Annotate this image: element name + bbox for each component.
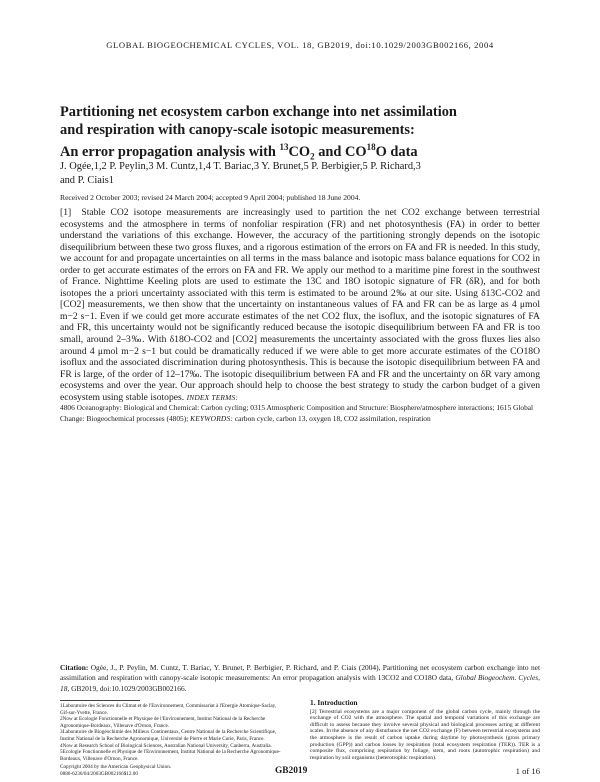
footnote-rule [60, 700, 140, 701]
introduction-heading: 1. Introduction [310, 698, 358, 707]
introduction-column [310, 700, 540, 761]
received-dates: Received 2 October 2003; revised 24 March 2004; accepted 9 April 2004; published 18 June 2004. [60, 193, 361, 202]
citation-label: Citation: [60, 663, 89, 672]
title-line-1: Partitioning net ecosystem carbon exchange into net assimilation [60, 104, 457, 120]
citation-journal: Global Biogeochem. Cycles, 18, [60, 673, 540, 693]
copyright: Copyright 2004 by the American Geophysical Union. 0886-6236/04/2003GB002166$12.00 [60, 764, 172, 777]
footnote: 4Now at Research School of Biological Sciences, Australian National University, Canberra, Australia. [60, 742, 272, 749]
citation-tail: GB2019, doi:10.1029/2003GB002166. [71, 683, 187, 693]
abstract [60, 207, 540, 425]
paragraph-number: [1] [60, 207, 72, 218]
footnote: 1Laboratoire des Sciences du Climat et de l'Environnement, Commissariat à l'Energie Atomique-Saclay, Gif-sur-Yvette, France. [60, 703, 277, 716]
keywords-label: KEYWORDS: [190, 414, 233, 424]
index-terms: 4806 Oceanography: Biological and Chemical: Carbon cycling; 0315 Atmospheric Composition and Structure: Biosphere/atmosphere interactions; 1615 Global Change: Biogeochemical processes (4805); KEYWORDS: carbon cycle, carbon 13, oxygen 18, CO2 assimilation, respiration [60, 403, 534, 424]
page-footer [0, 766, 600, 780]
keywords: carbon cycle, carbon 13, oxygen 18, CO2 assimilation, respiration [234, 414, 431, 424]
footer-page-number: 1 of 16 [515, 766, 540, 776]
article-title [60, 104, 540, 166]
citation [60, 663, 540, 694]
index-terms-label: INDEX TERMS: [186, 392, 239, 402]
footer-article-id: GB2019 [275, 766, 308, 776]
citation-text: Ogée, J., P. Peylin, M. Cuntz, T. Bariac, Y. Brunet, P. Berbigier, P. Richard, and P. Ciais (2004), Partitioning net ecosystem carbon exchange into net assimilation and respiration with canopy-scale isotopic measurements: An error propagation analysis with 13CO2 and CO18O data, [60, 663, 540, 683]
title-line-3: An error propagation analysis with $^{13}CO_2$ and CO$^{18}$O data [60, 142, 418, 162]
title-line-2: and respiration with canopy-scale isotopic measurements: [60, 121, 415, 138]
running-header: GLOBAL BIOGEOCHEMICAL CYCLES, VOL. 18, GB2019, doi:10.1029/2003GB002166, 2004 [106, 40, 494, 50]
footnote: 5Ecologie Fonctionnelle et Physique de l'Environnement, Institut National de la Recherche Agronomique-Bordeaux, Villenave d'Ornon, France. [60, 749, 281, 762]
authors-line-1: J. Ogée,1,2 P. Peylin,3 M. Cuntz,1,4 T. Bariac,3 Y. Brunet,5 P. Berbigier,5 P. Richard,3 [60, 161, 421, 172]
abstract-paragraph [60, 207, 540, 403]
footnote: 3Laboratoire de Biogéochimie des Milieux Continentaux, Centre National de la Recherche Scientifique, Institut National de la Recherche Agronomique, Université de Pierre et Marie Curie, Paris, France. [60, 729, 277, 742]
footnote: 2Now at Ecologie Fonctionnelle et Physique de l'Environnement, Institut National de la Recherche Agronomique-Bordeaux, Villenave d'Ornon, France. [60, 716, 266, 729]
author-list [60, 160, 510, 188]
abstract-text: Stable CO2 isotope measurements are increasingly used to partition the net CO2 exchange between terrestrial ecosystems and the atmosphere in terms of nonfoliar respiration (FR) and net photosynthesis (FA) in order to better understand the variations of this exchange. However, the accuracy of the partitioning strongly depends on the isotopic disequilibrium between these two gross fluxes, and a rigorous estimation of the errors on FA and FR is needed. In this study, we account for and propagate uncertainties on all terms in the mass balance and isotopic mass balance equations for CO2 in order to get accurate estimates of the errors on FA and FR. We apply our method to a maritime pine forest in the southwest of France. Nighttime Keeling plots are used to estimate the 13C and 18O isotopic signature of FR (δR), and for both isotopes the a priori uncertainty associated with this term is estimated to be around 2‰ at our site. Using δ13C-CO2 and [CO2] measurements, we then show that the uncertainty on instantaneous values of FA and FR can be as large as 4 μmol m−2 s−1. Even if we could get more accurate estimates of the net CO2 flux, the isoflux, and the isotopic signatures of FA and FR, this uncertainty would not be significantly reduced because the isotopic disequilibrium between FA and FR is too small, around 2–3‰. With δ18O-CO2 and [CO2] measurements the uncertainty associated with the gross fluxes lies also around 4 μmol m−2 s−1 but could be dramatically reduced if we were able to get more accurate estimates of the CO18O isoflux and the associated discrimination during photosynthesis. This is because the isotopic disequilibrium between FA and FR is large, of the order of 12–17‰. The isotopic disequilibrium between FA and FR and the uncertainty on δR vary among ecosystems and over the year. Our approach should help to choose the best strategy to study the carbon budget of a given ecosystem using stable isotopes. [60, 207, 540, 403]
introduction-paragraph: [2] Terrestrial ecosystems are a major component of the global carbon cycle, mainly through the exchange of CO2 with the atmosphere. The spatial and temporal variations of this exchange are difficult to assess because they involve several physical and biological processes acting at different scales. In the absence of any disturbance the net CO2 exchange (F) between terrestrial ecosystems and the atmosphere is the result of carbon uptake during daytime by photosynthesis (gross primary production (GPP)) and carbon losses by respiration (total ecosystem respiration (TER)). TER is a composite flux, comprising respiration by foliage, stem, and roots (autotrophic respiration) and respiration by soil organisms (heterotrophic respiration). [310, 708, 540, 761]
authors-line-2: and P. Ciais1 [60, 175, 114, 186]
